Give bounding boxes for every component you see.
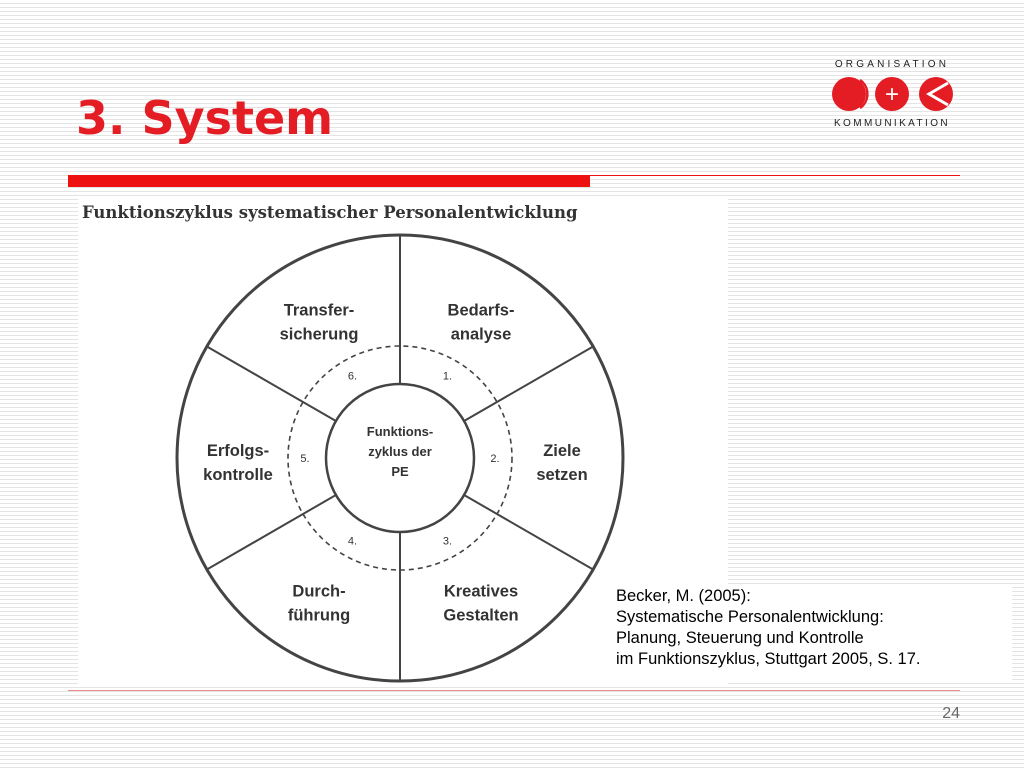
segment-label [203, 442, 273, 484]
source-line-3: Planung, Steuerung und Kontrolle [616, 629, 864, 647]
segment-number: 6. [347, 370, 358, 383]
segment-label [443, 582, 518, 624]
segment-label-line: führung [287, 606, 351, 625]
segment-label-line: sicherung [279, 325, 359, 344]
segment-number: 2. [490, 453, 500, 465]
segment-label-line: kontrolle [203, 466, 273, 484]
page-number: 24 [942, 705, 960, 722]
segment-label [280, 302, 359, 344]
segment-number: 4. [347, 535, 358, 548]
segment-label-line: Kreatives [443, 582, 519, 601]
segment-label-line: Bedarfs- [447, 301, 515, 320]
segment-label-line: Gestalten [443, 606, 519, 625]
slide-title: 3. System [76, 91, 334, 145]
segment-label-line: Transfer- [283, 301, 355, 320]
segment-label [288, 582, 350, 624]
segment-number: 3. [442, 535, 453, 548]
segment-number: 1. [442, 370, 453, 383]
title-rule-thick [68, 175, 590, 187]
source-line-2: Systematische Personalentwicklung: [616, 608, 884, 626]
segment-label-line: Erfolgs- [206, 442, 270, 460]
segment-label [448, 302, 515, 344]
source-line-1: Becker, M. (2005): [616, 587, 751, 605]
logo-circle-k-icon [919, 77, 953, 111]
figure-title: Funktionszyklus systematischer Personalentwicklung [82, 203, 578, 222]
segment-label-line: Durch- [292, 582, 346, 601]
source-line-4: im Funktionszyklus, Stuttgart 2005, S. 17. [616, 650, 921, 668]
segment-number: 5. [300, 453, 310, 465]
organisation-kommunikation-logo [826, 56, 958, 128]
center-label-line: zyklus der [368, 444, 432, 459]
logo-top-text: ORGANISATION [834, 59, 950, 70]
center-label-line: PE [391, 464, 409, 479]
footer-rule [68, 690, 960, 691]
logo-bottom-text: KOMMUNIKATION [833, 118, 951, 128]
logo-plus: + [884, 81, 900, 108]
segment-label-line: Ziele [543, 442, 581, 460]
source-citation [612, 586, 1012, 682]
center-label-line: Funktions- [366, 424, 434, 439]
center-label [367, 424, 433, 479]
title-rule-thin [590, 175, 960, 176]
segment-label [536, 442, 587, 484]
segment-label-line: analyse [450, 325, 512, 344]
segment-label-line: setzen [536, 466, 588, 484]
